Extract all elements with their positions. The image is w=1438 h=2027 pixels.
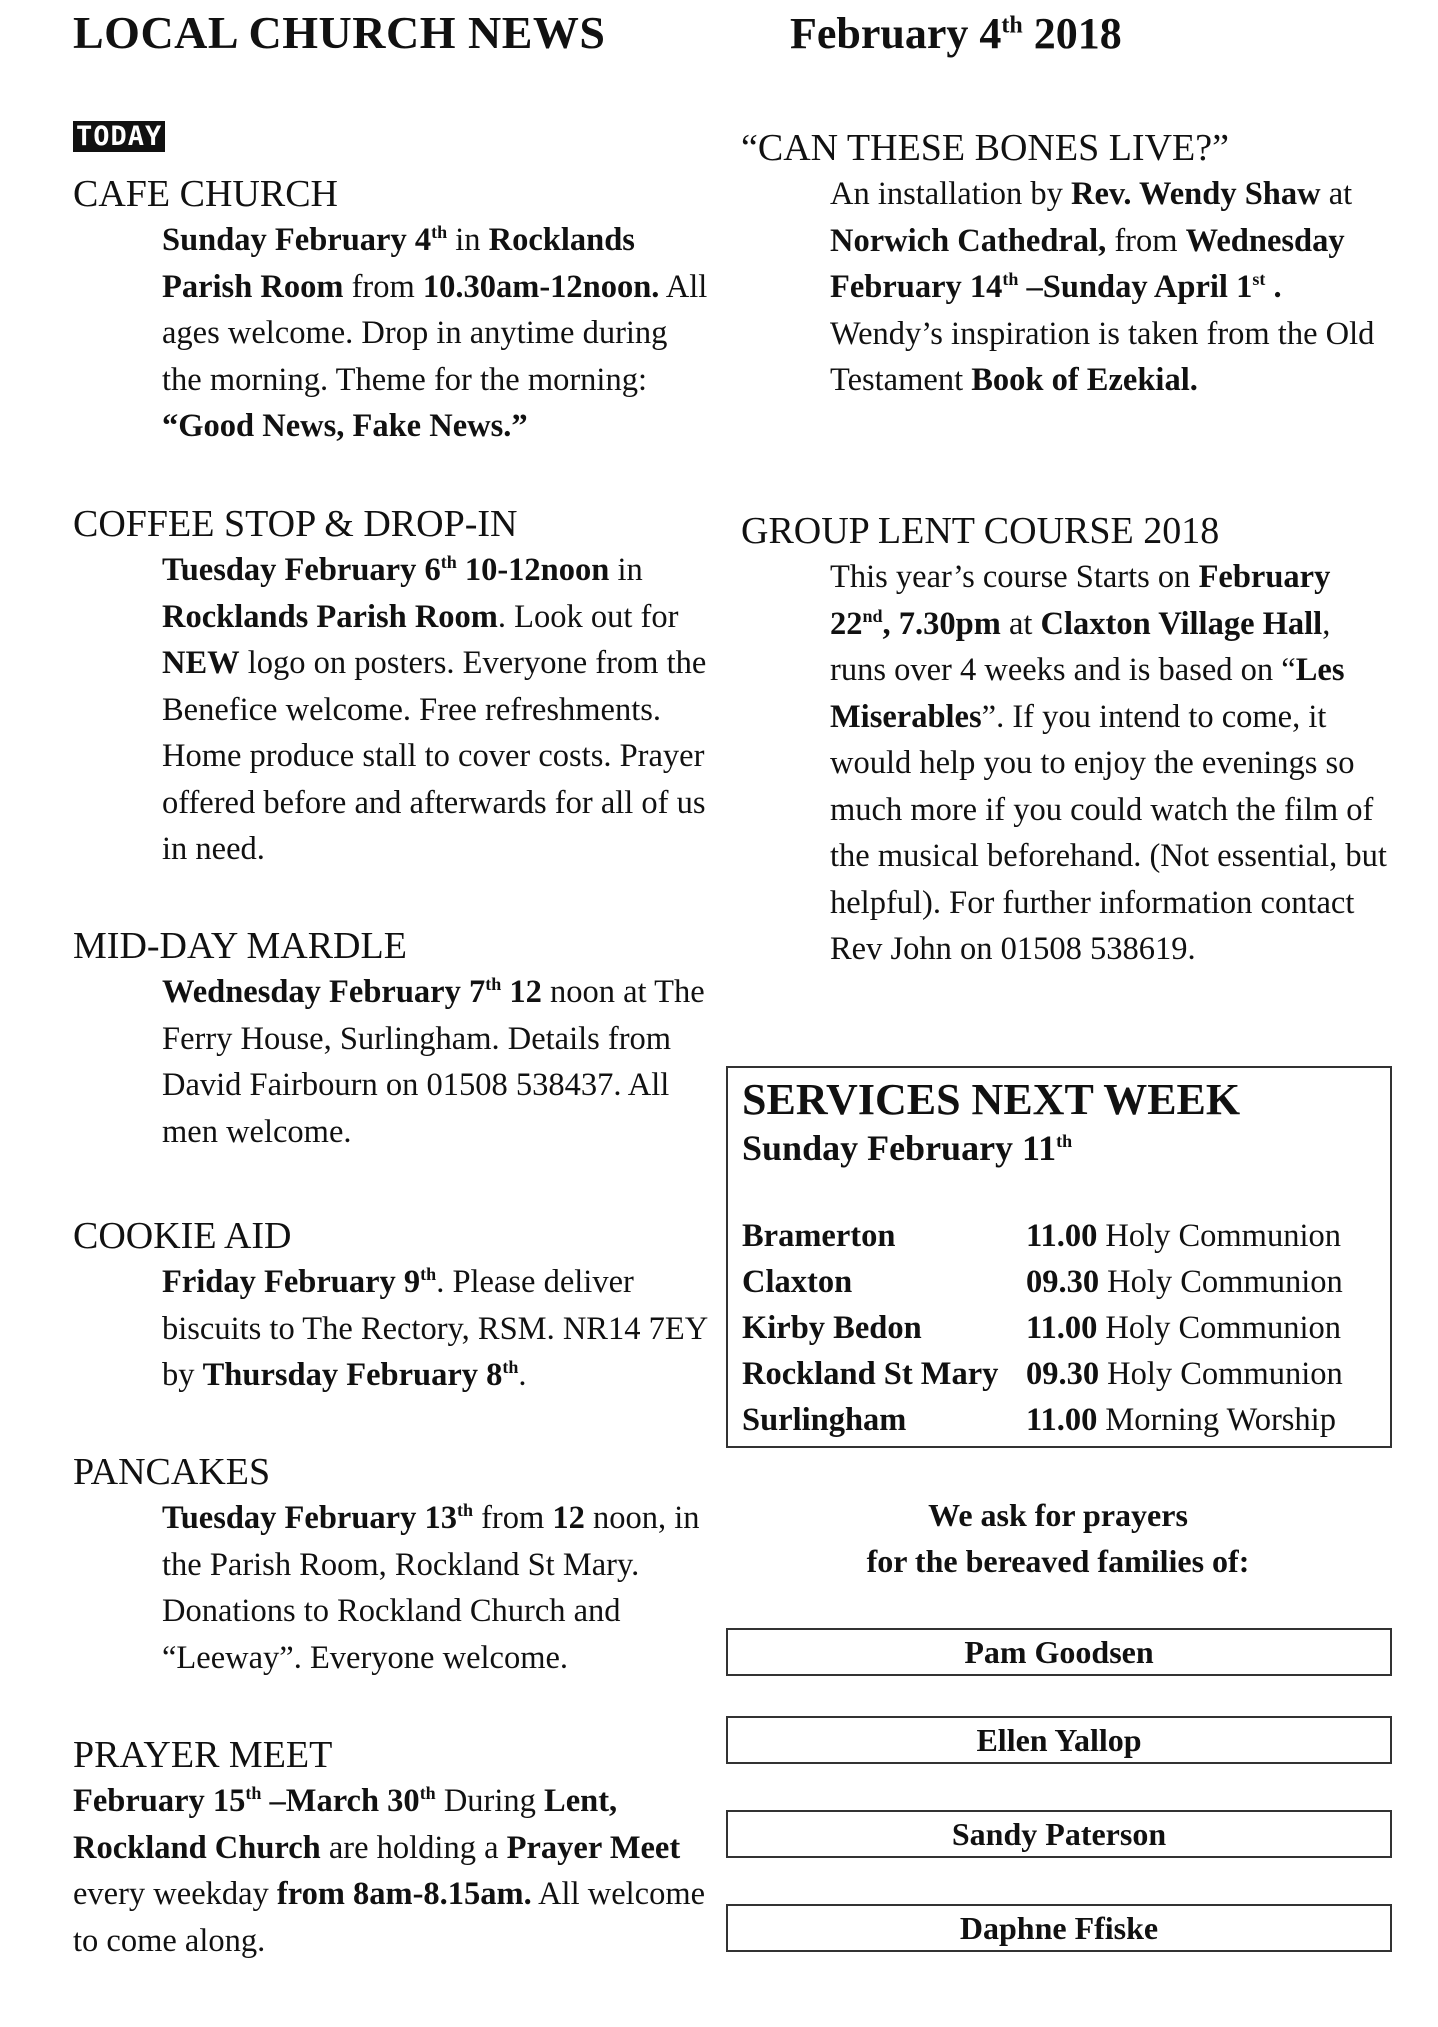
pancakes-section: [73, 1449, 713, 1681]
section-heading: PANCAKES: [73, 1451, 271, 1493]
can-these-bones-live-section: [741, 125, 1391, 404]
coffee-stop-section: [73, 501, 713, 873]
section-body: Sunday February 4th in Rocklands Parish Room from 10.30am-12noon. All ages welcome. Drop in anytime during the morning. Theme for the morning: “Good News, Fake News.”: [162, 222, 708, 444]
prayer-meet-section: [73, 1732, 713, 1964]
section-heading: GROUP LENT COURSE 2018: [741, 510, 1220, 552]
bereaved-name-box: Pam Goodsen: [726, 1628, 1392, 1676]
cafe-church-section: [73, 171, 713, 450]
section-body: Friday February 9th. Please deliver biscuits to The Rectory, RSM. NR14 7EY by Thursday February 8th.: [162, 1264, 707, 1393]
section-body: Wednesday February 7th 12 noon at The Ferry House, Surlingham. Details from David Fairbourn on 01508 538437. All men welcome.: [162, 974, 705, 1150]
section-heading: COOKIE AID: [73, 1215, 292, 1257]
section-body: An installation by Rev. Wendy Shaw at Norwich Cathedral, from Wednesday February 14th –Sunday April 1st . Wendy’s inspiration is taken from the Old Testament Book of Ezekial.: [830, 176, 1375, 398]
section-heading: “CAN THESE BONES LIVE?”: [741, 127, 1229, 169]
service-row: Rockland St Mary 09.30 Holy Communion: [742, 1356, 1343, 1392]
service-row: Bramerton 11.00 Holy Communion: [742, 1218, 1341, 1254]
group-lent-course-section: [741, 508, 1391, 973]
service-row: Claxton 09.30 Holy Communion: [742, 1264, 1343, 1300]
section-body: This year’s course Starts on February 22nd, 7.30pm at Claxton Village Hall, runs over 4 weeks and is based on “Les Miserables”. If you intend to come, it would help you to enjoy the evenings so much more if you could watch the film of the musical beforehand. (Not essential, but helpful). For further information contact Rev John on 01508 538619.: [830, 559, 1387, 967]
bereaved-name-box: Sandy Paterson: [726, 1810, 1392, 1858]
services-table: [742, 1213, 1382, 1443]
cookie-aid-section: [73, 1213, 713, 1399]
page-title: LOCAL CHURCH NEWS: [73, 7, 606, 58]
section-body: February 15th –March 30th During Lent, Rockland Church are holding a Prayer Meet every weekday from 8am-8.15am. All welcome to come along.: [73, 1783, 706, 1959]
services-next-week-box: [726, 1066, 1392, 1448]
section-heading: PRAYER MEET: [73, 1734, 333, 1776]
section-body: Tuesday February 6th 10-12noon in Rocklands Parish Room. Look out for NEW logo on posters. Everyone from the Benefice welcome. Free refreshments. Home produce stall to cover costs. Prayer offered before and afterwards for all of us in need.: [162, 552, 707, 867]
section-heading: MID-DAY MARDLE: [73, 925, 407, 967]
bereaved-name-box: Ellen Yallop: [726, 1716, 1392, 1764]
service-row: Kirby Bedon 11.00 Holy Communion: [742, 1310, 1341, 1346]
services-date: Sunday February 11th: [742, 1128, 1073, 1168]
service-row: Surlingham 11.00 Morning Worship: [742, 1402, 1336, 1438]
section-body: Tuesday February 13th from 12 noon, in the Parish Room, Rockland St Mary. Donations to Rockland Church and “Leeway”. Everyone welcome.: [162, 1500, 700, 1676]
prayers-request: We ask for prayers for the bereaved families of:: [866, 1497, 1250, 1579]
today-label: TODAY: [73, 121, 165, 152]
services-title: SERVICES NEXT WEEK: [742, 1075, 1241, 1124]
section-heading: COFFEE STOP & DROP-IN: [73, 503, 518, 545]
bereaved-name-box: Daphne Ffiske: [726, 1904, 1392, 1952]
section-heading: CAFE CHURCH: [73, 173, 338, 215]
issue-date: February 4th 2018: [790, 9, 1122, 58]
mid-day-mardle-section: [73, 923, 713, 1155]
